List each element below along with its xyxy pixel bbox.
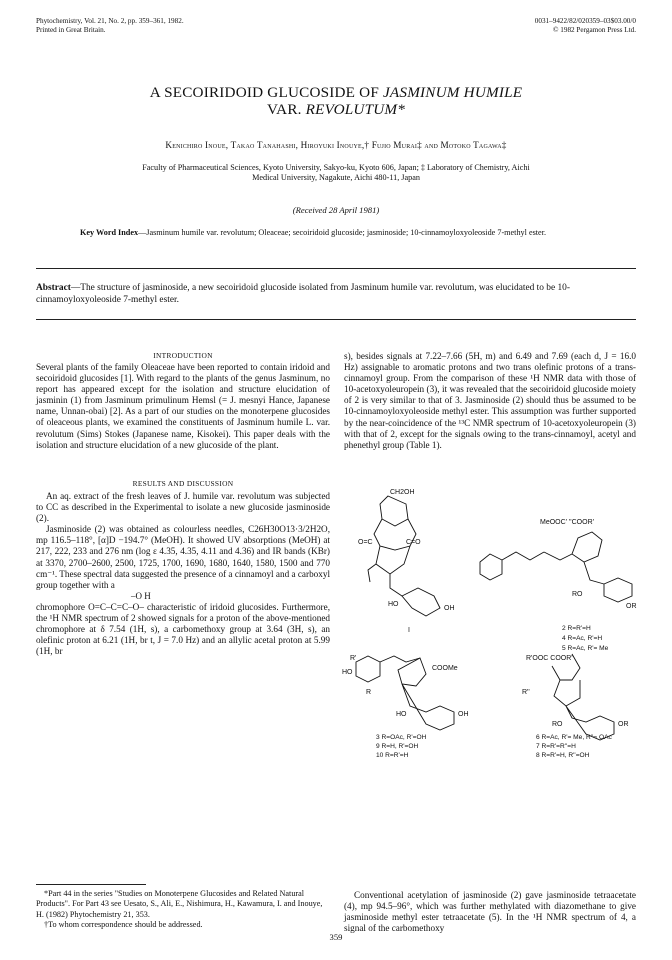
copyright-note: © 1982 Pergamon Press Ltd. <box>553 26 636 34</box>
svg-text:HO: HO <box>342 669 353 676</box>
svg-text:4 R=Ac, R'=H: 4 R=Ac, R'=H <box>562 635 603 642</box>
structure-2 <box>480 519 637 652</box>
svg-text:R'': R'' <box>522 689 530 696</box>
svg-text:7 R=R'=R''=H: 7 R=R'=R''=H <box>536 743 576 750</box>
svg-text:2 R=R'=H: 2 R=R'=H <box>562 625 591 632</box>
chromophore-annotation: –O H <box>131 590 151 601</box>
author-list: Kenichiro Inoue, Takao Tanahashi, Hiroyuki Inouye,† Fujio Murai‡ and Motoko Tagawa‡ <box>165 140 507 150</box>
printed-note: Printed in Great Britain. <box>36 26 106 34</box>
svg-text:OH: OH <box>458 711 469 718</box>
right-column-top-text: s), besides signals at 7.22–7.66 (5H, m) and 6.49 and 7.69 (each d, J = 16.0 Hz) assignable to aromatic protons and two trans olefinic protons of a trans-cinnamoyl group. From the comparison of these ¹H NMR data with those of 10-acetoxyoleuropein (3), it was revealed that the secoiridoid glucoside moiety of 2 is very similar to that of 3. Jasminoside (2) should thus be assumed to be 10-cinnamoyloxyoleoside methyl ester. This assumption was further supported by the near-coincidence of the ¹³C NMR spectrum of 10-acetoxyoleuropein (3) with that of 2, except for the signals owing to the trans-cinnamoyl, acetyl and phenethyl group (Table 1). <box>344 351 636 450</box>
journal-header-left <box>36 17 184 35</box>
svg-text:RO: RO <box>552 721 563 728</box>
structure-4 <box>522 654 629 759</box>
svg-text:3 R=OAc, R'=OH: 3 R=OAc, R'=OH <box>376 734 427 741</box>
divider-bottom <box>36 319 636 320</box>
svg-text:R: R <box>366 689 372 696</box>
structure-1 <box>358 489 455 634</box>
affiliations: Faculty of Pharmaceutical Sciences, Kyoto University, Sakyo-ku, Kyoto 606, Japan; ‡ Laboratory of Chemistry, Aichi Medical University, Nagakute, Aichi 480-11, Japan <box>142 163 530 183</box>
divider-top <box>36 268 636 269</box>
intro-heading: INTRODUCTION <box>153 351 213 360</box>
svg-text:HO: HO <box>396 711 407 718</box>
received-date: (Received 28 April 1981) <box>292 205 380 215</box>
journal-citation: Phytochemistry, Vol. 21, No. 2, pp. 359–361, 1982. <box>36 17 184 25</box>
footnote-series: *Part 44 in the series "Studies on Monoterpene Glucosides and Related Natural Products". For Part 43 see Uesato, S., Ali, E., Nishimura, H., Kawamura, I. and Inouye, H. (1982) Phytochemistry 21, 353. <box>36 889 323 919</box>
svg-text:RO: RO <box>572 591 583 598</box>
results-text: An aq. extract of the fresh leaves of J. humile var. revolutum was subjected to CC as described in the Experimental to isolate a new glucoside jasminoside (2). Jasminoside (2) was obtained as colourless needles, C26H30O13·3/2H2O, mp 116.5–118°, [α]D −194.7° (MeOH). It showed UV absorptions (MeOH) at 217, 222, 233 and 276 nm (log ε 4.35, 4.35, 4.11 and 4.36) and IR bands (KBr) at 3370, 2700–2600, 2500, 1725, 1700, 1690, 1680, 1640, 1580, 1500 and 770 cm⁻¹. These spectral data suggested the presence of a cinnamoyl and a carboxyl group together with a –O H chromophore O=C–C=C–O– characteristic of iridoid glucosides. Furthermore, the ¹H NMR spectrum of 2 showed signals for a proton of the above-mentioned chromophore at δ 7.54 (1H, s), a carbomethoxy group at 3.64 (3H, s), an olefinic proton at 6.21 (1H, br t, J = 7.0 Hz) and an allylic acetal proton at 5.99 (1H, br <box>36 491 330 657</box>
footnote-rule <box>36 884 146 885</box>
issn-code: 0031–9422/82/020359–03$03.00/0 <box>534 17 636 25</box>
journal-header-right <box>535 17 636 35</box>
right-column-bottom-text: Conventional acetylation of jasminoside (2) gave jasminoside tetraacetate (4), mp 94.5–96°, which was further methylated with diazomethane to give jasminoside methyl ester tetraacetate (5). In the ¹H NMR spectrum of 4, a signal of the carbomethoxy <box>344 890 636 934</box>
footnote-correspondence: †To whom correspondence should be addressed. <box>44 920 203 930</box>
svg-text:OR: OR <box>626 603 637 610</box>
svg-text:5 R=Ac, R'= Me: 5 R=Ac, R'= Me <box>562 645 609 652</box>
svg-text:6 R=Ac, R'= Me, R''= OAc: 6 R=Ac, R'= Me, R''= OAc <box>536 734 612 741</box>
svg-text:8 R=R'=H, R''=OH: 8 R=R'=H, R''=OH <box>536 752 590 759</box>
svg-text:I: I <box>408 627 410 634</box>
svg-text:10 R=R'=H: 10 R=R'=H <box>376 752 409 759</box>
article-title: A SECOIRIDOID GLUCOSIDE OF JASMINUM HUMILE VAR. REVOLUTUM* <box>149 84 523 118</box>
svg-text:OR: OR <box>618 721 629 728</box>
results-heading: RESULTS AND DISCUSSION <box>132 479 234 488</box>
page-number: 359 <box>329 932 343 942</box>
svg-text:O=C: O=C <box>358 539 373 546</box>
abstract: Abstract—The structure of jasminoside, a new secoiridoid glucoside isolated from Jasminum humile var. revolutum, was elucidated to be 10-cinnamoyloxyoleoside 7-methyl ester. <box>36 283 570 305</box>
svg-text:HO: HO <box>388 601 399 608</box>
svg-text:C=O: C=O <box>406 539 421 546</box>
svg-text:R'OOC COOR': R'OOC COOR' <box>526 655 573 662</box>
svg-text:R': R' <box>350 655 357 662</box>
structure-diagrams <box>340 484 640 759</box>
svg-text:OH: OH <box>444 605 455 612</box>
svg-text:MeOOC' ''COOR': MeOOC' ''COOR' <box>540 519 594 526</box>
svg-text:COOMe: COOMe <box>432 665 458 672</box>
svg-text:9 R=H, R'=OH: 9 R=H, R'=OH <box>376 743 419 750</box>
structure-3 <box>342 655 469 759</box>
keyword-index: Key Word Index—Jasminum humile var. revolutum; Oleaceae; secoiridoid glucoside; jasminoside; 10-cinnamoyloxyoleoside 7-methyl ester. <box>80 228 547 237</box>
footnotes <box>36 889 330 931</box>
s1-ch2oh-label: CH2OH <box>390 489 415 496</box>
intro-text: Several plants of the family Oleaceae have been reported to contain iridoid and secoiridoid glucosides [1]. With regard to the plants of the genus Jasminum, no report has appeared except for the isolation and structure elucidation of jasminin (1) from Jasminum primulinum Hemsl (= J. mesnyi Hance, Japanese name, Unnan-obai) [2]. As a part of our studies on the monoterpene glucosides of oleaceous plants, we examined the constituents of Jasminum humile L. var. revolutum (Sims) Stokes (Japanese name, Kisokei). This paper deals with the isolation and structure elucidation of a new glucoside of the plant. <box>36 362 330 450</box>
